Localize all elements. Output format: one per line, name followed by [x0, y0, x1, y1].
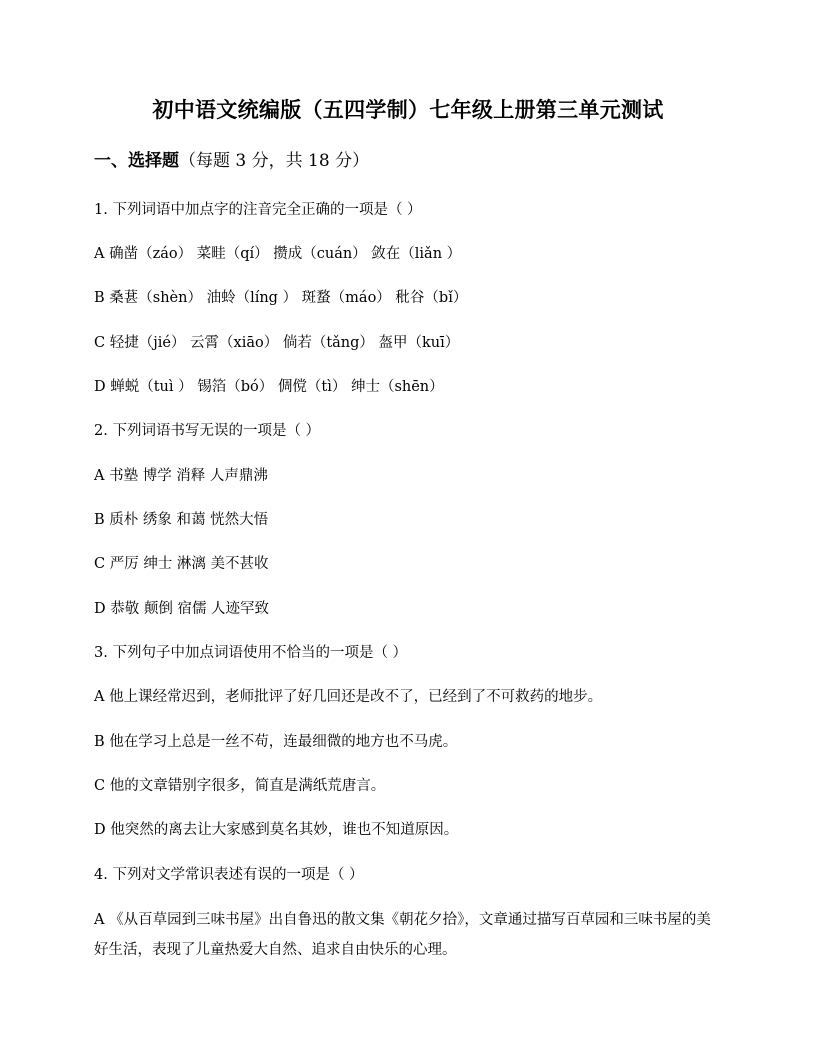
question-1-option-b: B 桑葚（shèn） 油蛉（líng ） 斑蝥（máo） 秕谷（bǐ） [94, 290, 468, 306]
question-4-option-a: A 《从百草园到三味书屋》出自鲁迅的散文集《朝花夕拾》，文章通过描写百草园和三味书屋的美好生活，表现了儿童热爱大自然、追求自由快乐的心理。 [94, 912, 711, 958]
question-3-option-a: A 他上课经常迟到，老师批评了好几回还是改不了，已经到了不可救药的地步。 [94, 689, 603, 705]
question-2-option-b: B 质朴 绣象 和蔼 恍然大悟 [94, 512, 269, 528]
question-1-option-c: C 轻捷（jié） 云霄（xiāo） 倘若（tǎng） 盔甲（kuī） [94, 335, 460, 351]
question-2-stem: 2. 下列词语书写无误的一项是（ ） [94, 423, 321, 439]
question-1-option-a: A 确凿（záo） 菜畦（qí） 攒成（cuán） 敛在（liǎn ） [94, 246, 462, 262]
question-2-option-a: A 书塾 博学 消释 人声鼎沸 [94, 468, 268, 484]
question-3-option-d: D 他突然的离去让大家感到莫名其妙，谁也不知道原因。 [94, 822, 459, 838]
question-3-option-b: B 他在学习上总是一丝不苟，连最细微的地方也不马虎。 [94, 734, 458, 750]
section-heading-note: （每题 3 分，共 18 分） [179, 151, 370, 171]
question-1-option-d: D 蝉蜕（tuì ） 锡箔（bó） 倜傥（tì） 绅士（shēn） [94, 379, 444, 395]
question-3-stem: 3. 下列句子中加点词语使用不恰当的一项是（ ） [94, 645, 408, 661]
section-heading [94, 148, 369, 174]
question-4-stem: 4. 下列对文学常识表述有误的一项是（ ） [94, 867, 364, 883]
section-heading-label: 一、选择题 [94, 151, 179, 171]
page-title: 初中语文统编版（五四学制）七年级上册第三单元测试 [152, 97, 664, 122]
question-3-option-c: C 他的文章错别字很多，简直是满纸荒唐言。 [94, 778, 386, 794]
question-2-option-c: C 严厉 绅士 淋漓 美不甚收 [94, 556, 269, 572]
question-1-stem: 1. 下列词语中加点字的注音完全正确的一项是（ ） [94, 202, 422, 218]
question-2-option-d: D 恭敬 颠倒 宿儒 人迹罕致 [94, 601, 270, 617]
